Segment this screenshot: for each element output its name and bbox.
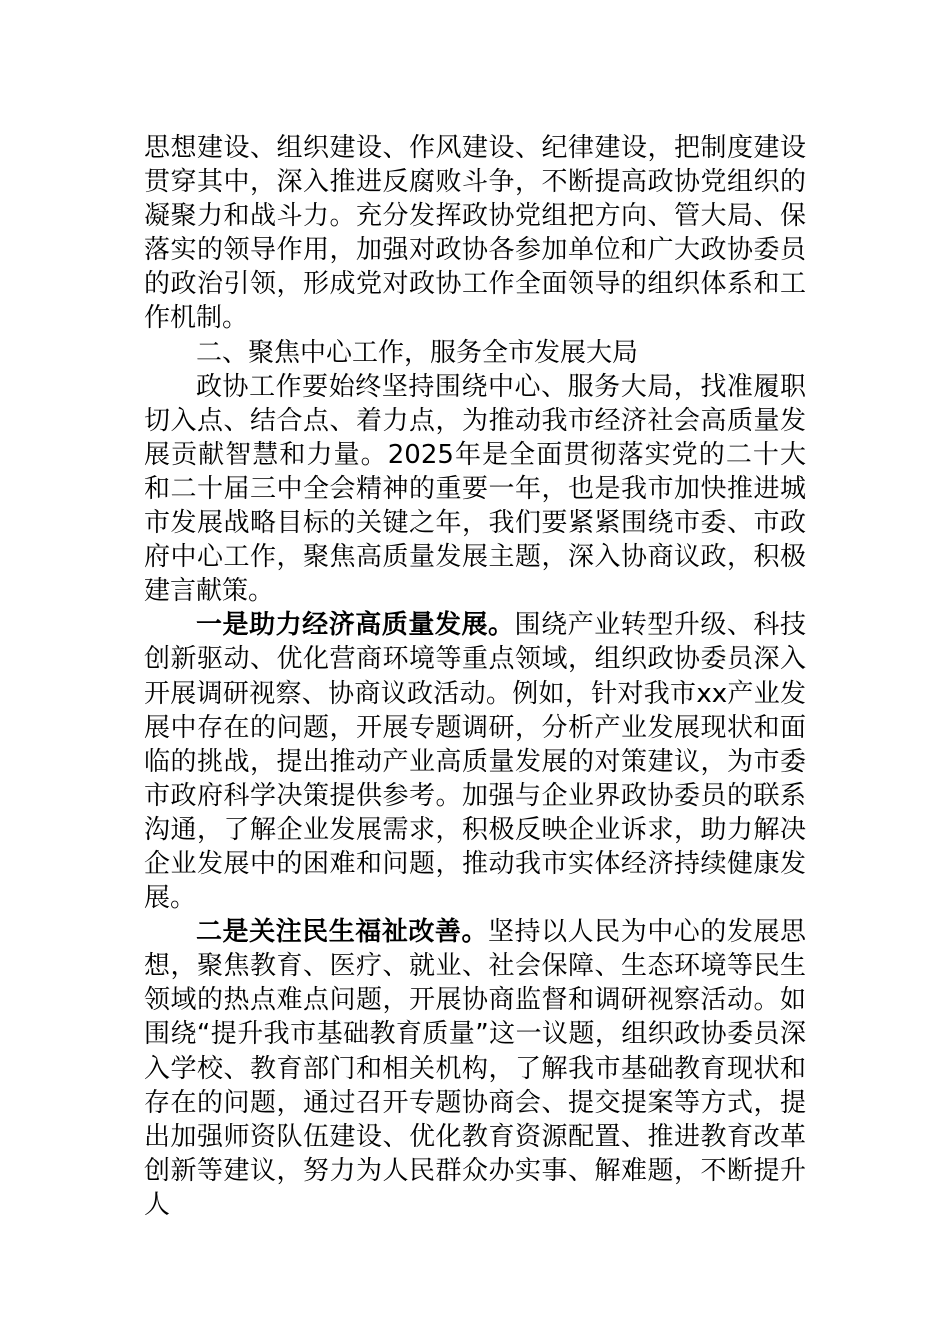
paragraph-text: 坚持以人民为中心的发展思想，聚焦教育、医疗、就业、社会保障、生态环境等民生领域的热点难点问题，开展协商监督和调研视察活动。如围绕“提升我市基础教育质量”这一议题，组织政协委员深入学校、教育部门和相关机构，了解我市基础教育现状和存在的问题，通过召开专题协商会、提交提案等方式，提出加强师资队伍建设、优化教育资源配置、推进教育改革创新等建议，努力为人民群众办实事、解难题，不断提升人 xyxy=(144,917,806,1220)
paragraph-lead-bold: 一是助力经济高质量发展。 xyxy=(196,610,515,641)
paragraph-lead-bold: 二是关注民生福祉改善。 xyxy=(196,917,488,948)
paragraph-livelihood xyxy=(144,915,806,1222)
paragraph-text: 政协工作要始终坚持围绕中心、服务大局，找准履职切入点、结合点、着力点，为推动我市经济社会高质量发展贡献智慧和力量。2025年是全面贯彻落实党的二十大和二十届三中全会精神的重要一年，也是我市加快推进城市发展战略目标的关键之年，我们要紧紧围绕市委、市政府中心工作，聚焦高质量发展主题，深入协商议政，积极建言献策。 xyxy=(144,371,806,607)
paragraph-economy xyxy=(144,608,806,915)
section-heading xyxy=(144,336,806,370)
body-text xyxy=(144,131,806,1222)
paragraph-text: 围绕产业转型升级、科技创新驱动、优化营商环境等重点领域，组织政协委员深入开展调研视察、协商议政活动。例如，针对我市xx产业发展中存在的问题，开展专题调研，分析产业发展现状和面临的挑战，提出推动产业高质量发展的对策建议，为市委市政府科学决策提供参考。加强与企业界政协委员的联系沟通，了解企业发展需求，积极反映企业诉求，助力解决企业发展中的困难和问题，推动我市实体经济持续健康发展。 xyxy=(144,610,806,914)
paragraph-intro xyxy=(144,370,806,609)
paragraph-continuation xyxy=(144,131,806,336)
section-heading-text: 二、聚焦中心工作，服务全市发展大局 xyxy=(196,337,639,368)
paragraph-text: 思想建设、组织建设、作风建设、纪律建设，把制度建设贯穿其中，深入推进反腐败斗争，不断提高政协党组织的凝聚力和战斗力。充分发挥政协党组把方向、管大局、保落实的领导作用，加强对政协各参加单位和广大政协委员的政治引领，形成党对政协工作全面领导的组织体系和工作机制。 xyxy=(144,133,806,334)
